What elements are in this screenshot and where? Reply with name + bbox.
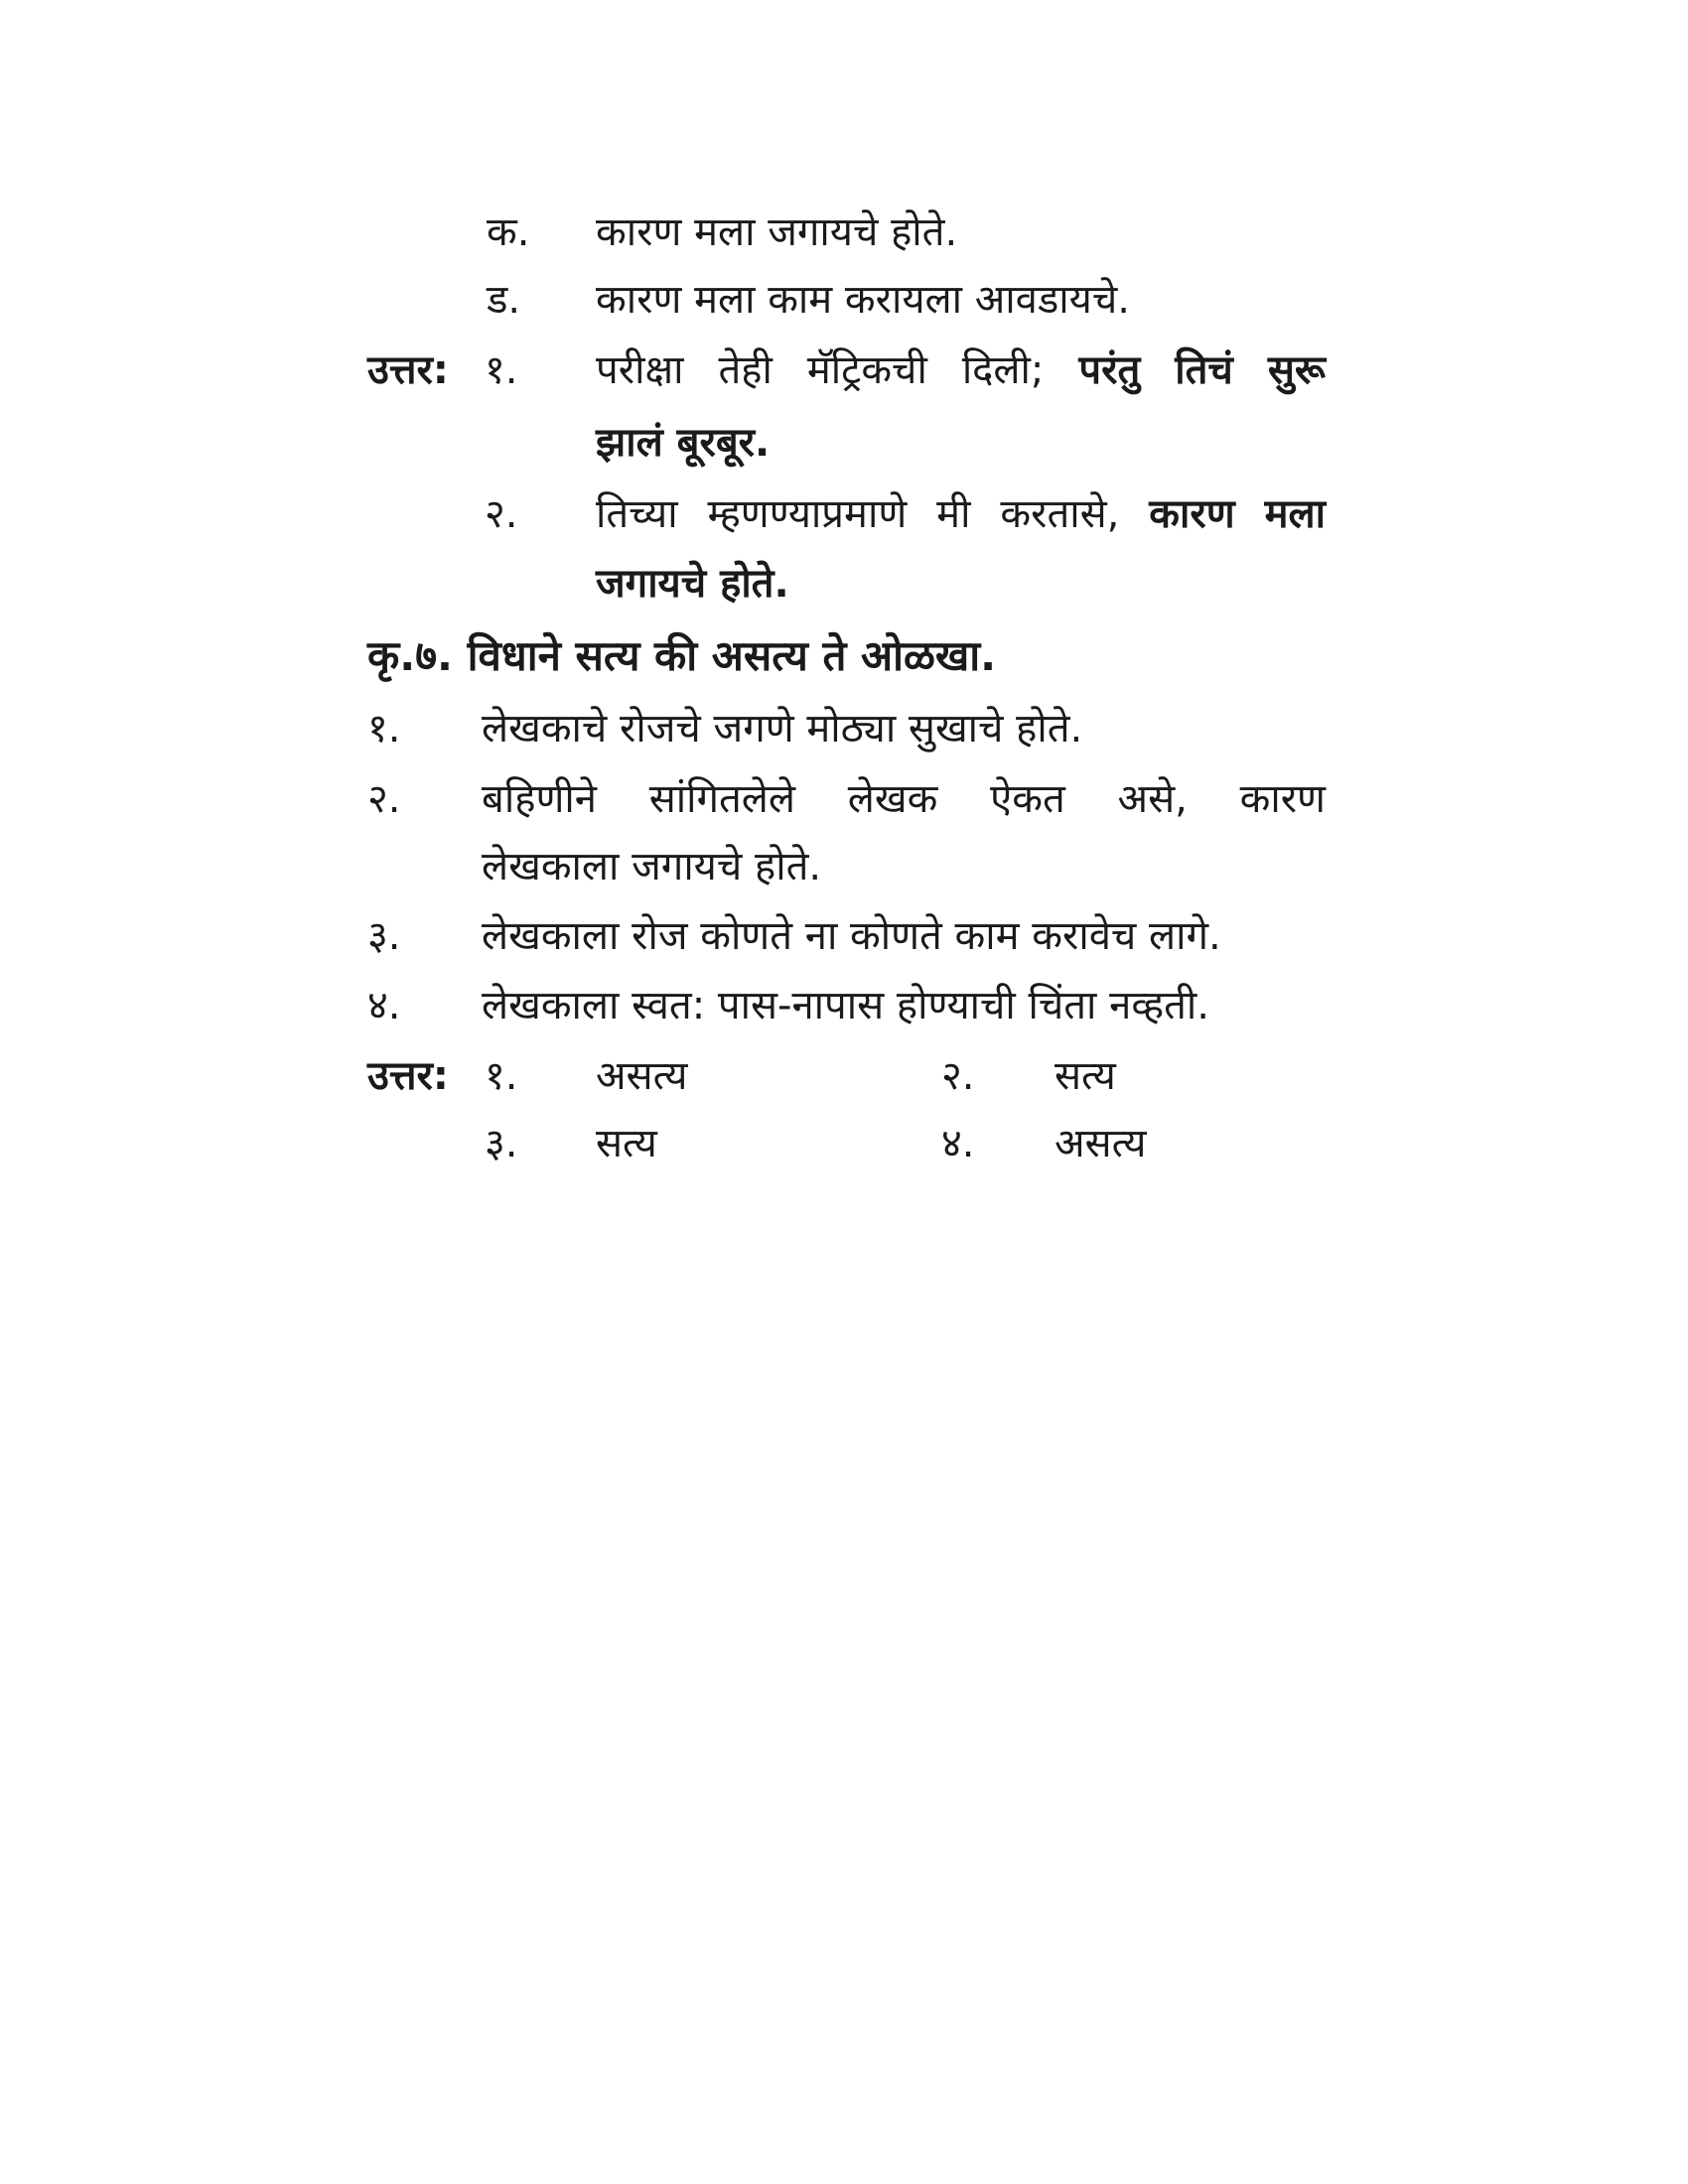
answer-bold-word: सुरू [1267,347,1326,393]
statement-word: असे, [1117,776,1188,822]
statement-text: लेखकाला रोज कोणते ना कोणते काम करावेच लागे. [482,913,1221,959]
statement-text: लेखकाला जगायचे होते. [482,844,822,889]
answer-number: १. [485,1053,518,1099]
statement-word: बहिणीने [482,776,597,822]
option-label: क. [487,209,530,255]
answer-word: दिली; [961,347,1045,393]
answer-line [596,486,1326,542]
answer-bold-word: तिचं [1175,347,1233,393]
answer-bold-word: कारण [1149,491,1235,537]
statement-word: सांगितलेले [648,776,796,822]
statement-word: ऐकत [990,776,1065,822]
answer-value: सत्य [1055,1053,1116,1099]
statement-text: लेखकाचे रोजचे जगणे मोठ्या सुखाचे होते. [482,706,1083,751]
statement-number: ४. [367,983,401,1028]
answer-line [596,342,1326,398]
answer-bold-line: झालं बूरबूर. [596,420,771,466]
answer-word: तिच्या [596,491,678,537]
answer-number: ४. [941,1121,975,1166]
statement-number: २. [367,776,401,822]
answer-word: तेही [718,347,773,393]
answer-number: २. [485,491,518,537]
answer-word: करतासे, [1000,491,1120,537]
answer-bold-word: मला [1264,491,1326,537]
question-heading: कृ.७. विधाने सत्य की असत्य ते ओळखा. [367,631,997,680]
statement-text: लेखकाला स्वत: पास-नापास होण्याची चिंता नव्हती. [482,983,1209,1028]
answer-prefix: उत्तर: [367,347,449,393]
statement-number: ३. [367,913,401,959]
answer-value: असत्य [1055,1121,1147,1166]
answer-value: असत्य [596,1053,688,1099]
statement-line [482,771,1326,827]
answer-bold-line: जगायचे होते. [596,561,789,607]
answer-prefix: उत्तर: [367,1053,449,1099]
statement-word: कारण [1239,776,1326,822]
answer-number: २. [941,1053,975,1099]
answer-number: १. [485,347,518,393]
answer-word: मॅट्रिकची [806,347,927,393]
answer-bold-word: परंतु [1078,347,1141,393]
answer-number: ३. [485,1121,518,1166]
answer-value: सत्य [596,1121,657,1166]
option-text: कारण मला काम करायला आवडायचे. [596,277,1130,323]
answer-word: मी [936,491,971,537]
statement-word: लेखक [847,776,938,822]
option-text: कारण मला जगायचे होते. [596,209,958,255]
option-label: ड. [487,277,521,323]
answer-word: परीक्षा [596,347,684,393]
statement-number: १. [367,706,401,751]
answer-word: म्हणण्याप्रमाणे [707,491,908,537]
